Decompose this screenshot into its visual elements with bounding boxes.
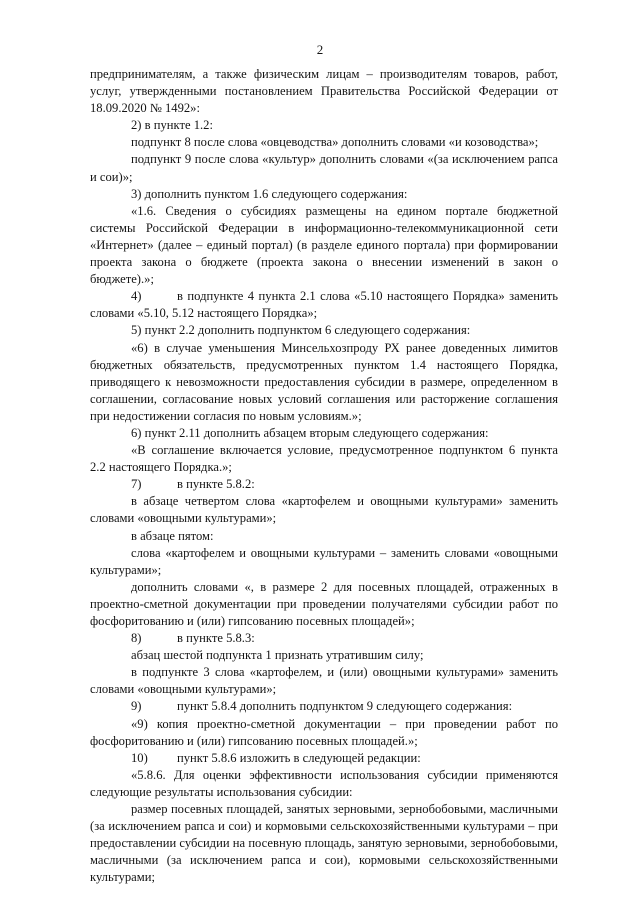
paragraph bbox=[90, 801, 558, 886]
paragraph bbox=[90, 442, 558, 476]
paragraph-text: дополнить словами «, в размере 2 для посевных площадей, отраженных в проектно-сметной документации при проведении получателями субсидии работ по фосфоритованию и (или) гипсованию посевных площадей»; bbox=[90, 579, 558, 628]
paragraph-text: слова «картофелем и овощными культурами – заменить словами «овощными культурами»; bbox=[90, 545, 558, 577]
paragraph-number: 7) bbox=[131, 477, 142, 492]
paragraph-text: в абзаце пятом: bbox=[131, 528, 214, 543]
paragraph bbox=[90, 630, 558, 647]
paragraph bbox=[90, 716, 558, 750]
paragraph-text: в подпункте 3 слова «картофелем, и (или) овощными культурами» заменить словами «овощными культурами»; bbox=[90, 665, 558, 697]
paragraph bbox=[90, 322, 558, 339]
paragraph-text: «9) копия проектно-сметной документации – при проведении работ по фосфоритованию и (или) гипсованию посевных площадей.»; bbox=[90, 716, 558, 748]
paragraph-text: 3) дополнить пунктом 1.6 следующего содержания: bbox=[131, 186, 408, 201]
paragraph bbox=[90, 66, 558, 117]
paragraph bbox=[90, 186, 558, 203]
paragraph-text: подпункт 8 после слова «овцеводства» дополнить словами «и козоводства»; bbox=[131, 135, 539, 150]
paragraph-text: пункт 5.8.4 дополнить подпунктом 9 следующего содержания: bbox=[177, 699, 513, 714]
paragraph bbox=[90, 151, 558, 185]
paragraph-text: «1.6. Сведения о субсидиях размещены на едином портале бюджетной системы Российской Федерации в информационно-телекоммуникационной сети «Интернет» (далее – единый портал) (в разделе единого портала) при формировании проекта закона о бюджете (проекта закона о внесении изменений в закон о бюджете).»; bbox=[90, 203, 558, 287]
paragraph-text: предпринимателям, а также физическим лицам – производителям товаров, работ, услуг, утвержденными постановлением Правительства Российской Федерации от 18.09.2020 № 1492»: bbox=[90, 67, 558, 116]
paragraph-text: «6) в случае уменьшения Минсельхозпроду РХ ранее доведенных лимитов бюджетных обязательств, предусмотренных пунктом 1.4 настоящего Порядка, приводящего к невозможности предоставления субсидии в размере, определенном в соглашении, согласование новых условий соглашения или расторжение соглашения при недостижении согласия по новым условиям.»; bbox=[90, 340, 558, 423]
paragraph-text: 2) в пункте 1.2: bbox=[131, 118, 213, 133]
paragraph-text: 5) пункт 2.2 дополнить подпунктом 6 следующего содержания: bbox=[131, 323, 471, 338]
paragraph-text: в пункте 5.8.3: bbox=[177, 631, 255, 646]
paragraph bbox=[90, 767, 558, 801]
paragraph bbox=[90, 647, 558, 664]
paragraph-text: в подпункте 4 пункта 2.1 слова «5.10 настоящего Порядка» заменить словами «5.10, 5.12 настоящего Порядка»; bbox=[90, 289, 558, 321]
paragraph-text: «В соглашение включается условие, предусмотренное подпунктом 6 пункта 2.2 настоящего Порядка.»; bbox=[90, 443, 558, 475]
paragraph bbox=[90, 698, 558, 715]
paragraph bbox=[90, 545, 558, 579]
page-number: 2 bbox=[316, 42, 324, 57]
paragraph-number: 4) bbox=[131, 289, 142, 304]
paragraph bbox=[90, 340, 558, 425]
paragraph bbox=[90, 288, 558, 322]
paragraph bbox=[90, 134, 558, 151]
document-body bbox=[90, 66, 558, 887]
paragraph bbox=[90, 528, 558, 545]
paragraph-text: 6) пункт 2.11 дополнить абзацем вторым следующего содержания: bbox=[131, 425, 489, 440]
paragraph bbox=[90, 203, 558, 288]
paragraph-number: 10) bbox=[131, 750, 148, 765]
paragraph-text: абзац шестой подпункта 1 признать утратившим силу; bbox=[131, 648, 424, 663]
paragraph bbox=[90, 493, 558, 527]
paragraph-text: «5.8.6. Для оценки эффективности использования субсидии применяются следующие результаты использования субсидии: bbox=[90, 767, 558, 799]
paragraph-number: 9) bbox=[131, 699, 142, 714]
paragraph-text: подпункт 9 после слова «культур» дополнить словами «(за исключением рапса и сои)»; bbox=[90, 152, 558, 184]
paragraph-text: в абзаце четвертом слова «картофелем и овощными культурами» заменить словами «овощными культурами»; bbox=[90, 494, 558, 526]
paragraph bbox=[90, 476, 558, 493]
paragraph bbox=[90, 664, 558, 698]
paragraph-text: пункт 5.8.6 изложить в следующей редакции: bbox=[177, 750, 421, 765]
paragraph-text: размер посевных площадей, занятых зерновыми, зернобобовыми, масличными (за исключением рапса и сои) и кормовыми сельскохозяйственными культурами – при предоставлении субсидии на посевную площадь, занятую зерновыми, зернобобовыми, масличными (за исключением рапса и сои), кормовыми сельскохозяйственными культурами; bbox=[90, 802, 558, 885]
paragraph bbox=[90, 117, 558, 134]
paragraph-text: в пункте 5.8.2: bbox=[177, 477, 255, 492]
paragraph bbox=[90, 750, 558, 767]
paragraph-number: 8) bbox=[131, 631, 142, 646]
paragraph bbox=[90, 425, 558, 442]
paragraph bbox=[90, 579, 558, 630]
